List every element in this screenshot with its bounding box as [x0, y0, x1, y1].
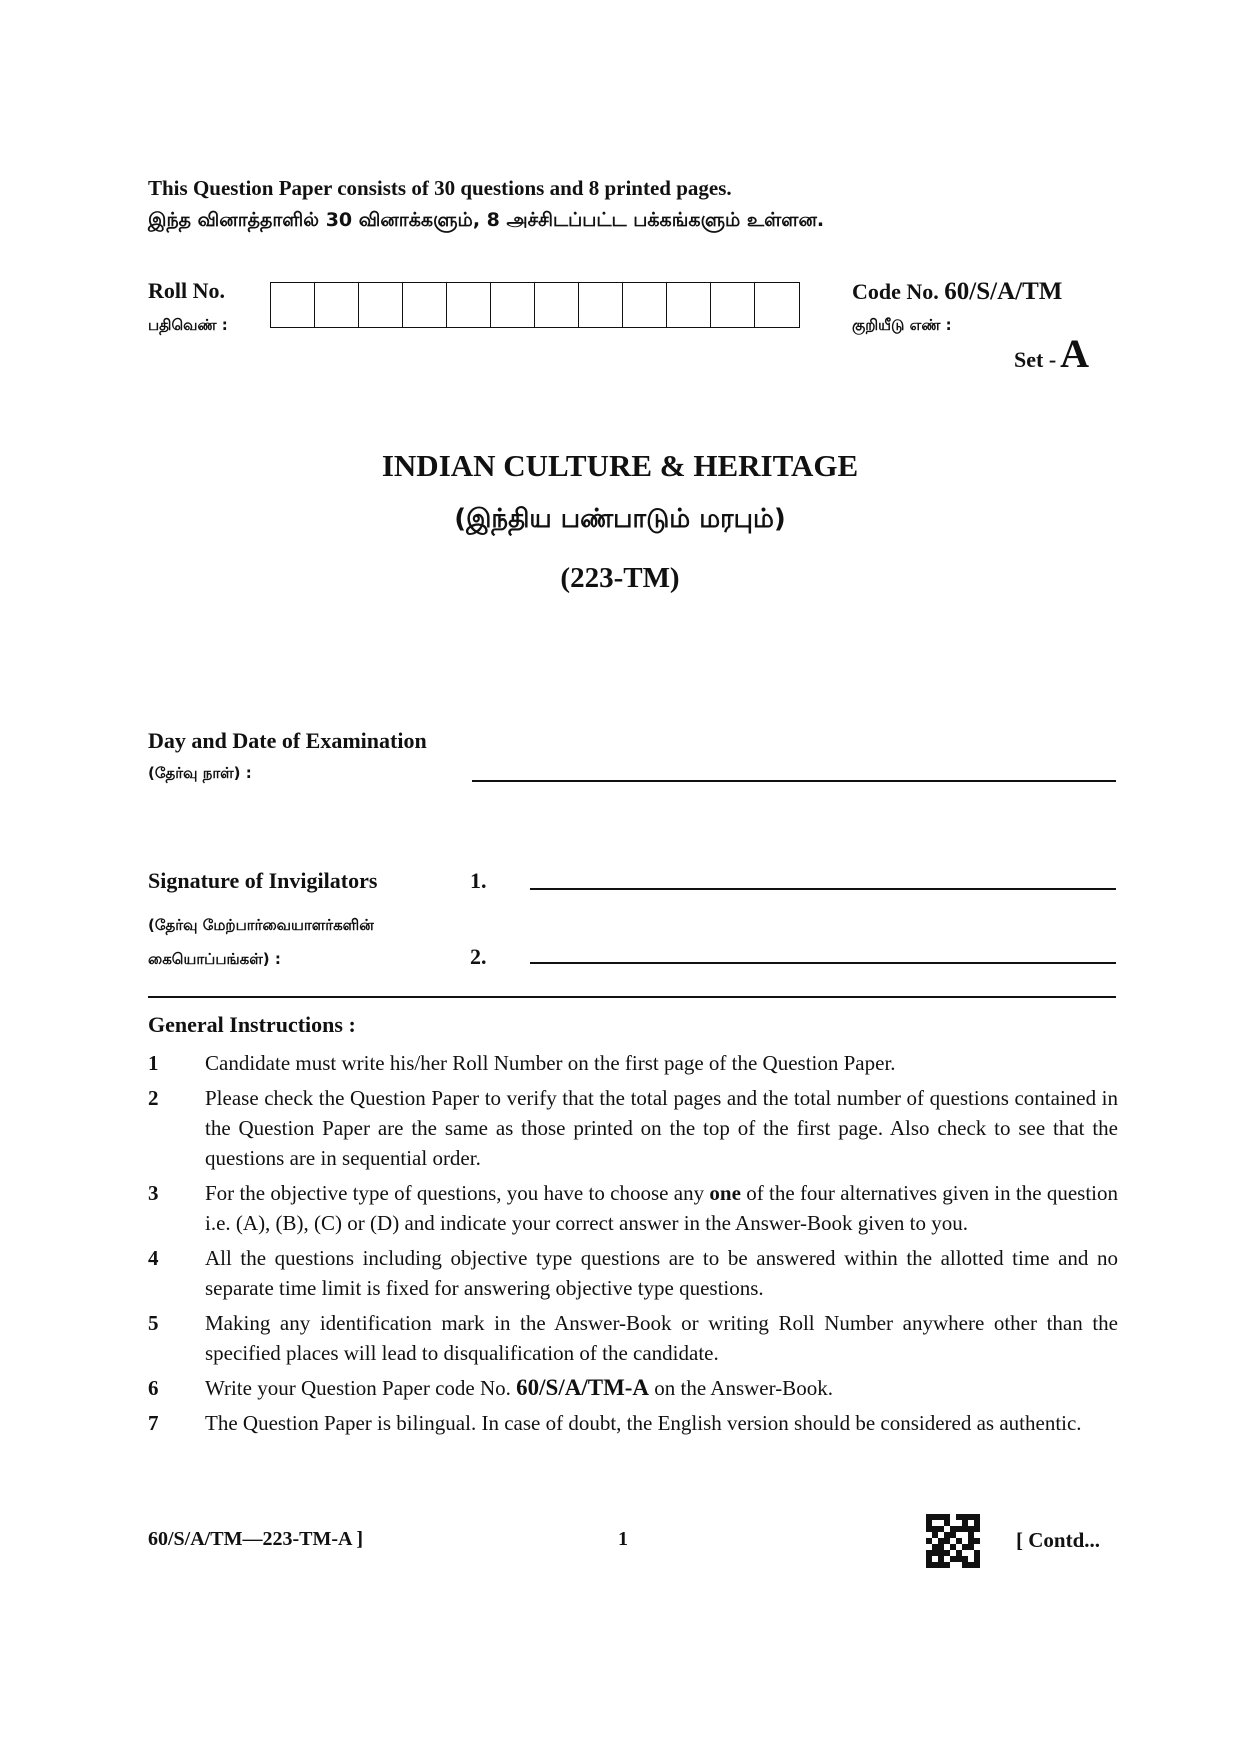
roll-number-box[interactable]	[271, 283, 315, 327]
subject-title-ta: (இந்திய பண்பாடும் மரபும்)	[454, 504, 786, 534]
subject-title-en: INDIAN CULTURE & HERITAGE	[381, 448, 859, 483]
code-number	[852, 278, 1062, 306]
instruction-text	[205, 1178, 1118, 1238]
instruction-text-part: For the objective type of questions, you have to choose any	[205, 1181, 710, 1205]
roll-number-box[interactable]	[315, 283, 359, 327]
instruction-number: 4	[148, 1246, 159, 1270]
invigilators-label-ta-1: (தேர்வு மேற்பார்வையாளர்களின்	[148, 916, 374, 934]
instruction-number: 6	[148, 1376, 159, 1400]
instruction-text: Making any identification mark in the Answer-Book or writing Roll Number anywhere other than the specified places will lead to disqualification of the candidate.	[205, 1311, 1118, 1365]
instruction-text-part: on the Answer-Book.	[649, 1376, 833, 1400]
exam-date-line[interactable]	[472, 780, 1116, 782]
instruction-text-part: Write your Question Paper code No.	[205, 1376, 517, 1400]
invigilators-label-en: Signature of Invigilators	[148, 868, 378, 893]
instructions-heading: General Instructions :	[148, 1012, 356, 1037]
exam-date-label-en: Day and Date of Examination	[148, 728, 427, 753]
page-count-line-en: This Question Paper consists of 30 questions and 8 printed pages.	[148, 176, 732, 200]
footer-code: 60/S/A/TM—223-TM-A ]	[148, 1528, 363, 1550]
instruction-item	[148, 1308, 1118, 1368]
continued-label: [ Contd...	[1016, 1528, 1101, 1552]
invigilator-1-number: 1.	[470, 868, 487, 893]
set-label: Set -	[1014, 347, 1057, 372]
instruction-number: 3	[148, 1181, 159, 1205]
invigilator-1-signature-line[interactable]	[530, 888, 1116, 890]
page-number: 1	[618, 1528, 628, 1550]
section-divider	[148, 996, 1116, 998]
code-label: Code No.	[852, 279, 939, 304]
roll-number-box[interactable]	[359, 283, 403, 327]
instruction-number: 2	[148, 1086, 159, 1110]
instruction-item	[148, 1373, 1118, 1403]
instruction-number: 1	[148, 1051, 159, 1075]
exam-date-label-ta: (தேர்வு நாள்) :	[148, 764, 252, 782]
qr-code-icon	[926, 1514, 980, 1568]
instruction-text: The Question Paper is bilingual. In case of doubt, the English version should be considered as authentic.	[205, 1411, 1082, 1435]
instruction-item	[148, 1408, 1118, 1438]
instruction-text: Please check the Question Paper to verify that the total pages and the total number of questions contained in the Question Paper are the same as those printed on the top of the first page. Also check to see that the questions are in sequential order.	[205, 1086, 1118, 1170]
instruction-text: Candidate must write his/her Roll Number on the first page of the Question Paper.	[205, 1051, 896, 1075]
roll-number-box[interactable]	[667, 283, 711, 327]
subject-code: (223-TM)	[560, 562, 680, 594]
roll-label-en: Roll No.	[148, 278, 225, 303]
instruction-item	[148, 1243, 1118, 1303]
roll-number-box[interactable]	[755, 283, 799, 327]
invigilators-label-ta-2: கையொப்பங்கள்) :	[148, 950, 281, 968]
instruction-text	[205, 1373, 1118, 1403]
invigilator-2-signature-line[interactable]	[530, 962, 1116, 964]
roll-number-box[interactable]	[623, 283, 667, 327]
instruction-text-part: of the four alternatives given in the question i.e. (A), (B), (C) or (D) and indicate your correct answer in the Answer-Book given to you.	[205, 1181, 1119, 1235]
instruction-emphasis: 60/S/A/TM-A	[516, 1375, 650, 1400]
invigilator-2-number: 2.	[470, 944, 487, 969]
code-value: 60/S/A/TM	[944, 278, 1063, 305]
instruction-item	[148, 1083, 1118, 1173]
roll-number-box[interactable]	[579, 283, 623, 327]
set-value: A	[1060, 331, 1090, 376]
roll-number-box[interactable]	[447, 283, 491, 327]
instruction-emphasis: one	[709, 1181, 741, 1205]
instruction-number: 5	[148, 1311, 159, 1335]
roll-number-box[interactable]	[491, 283, 535, 327]
instruction-number: 7	[148, 1411, 159, 1435]
instruction-item	[148, 1178, 1118, 1238]
roll-number-box[interactable]	[711, 283, 755, 327]
roll-number-box[interactable]	[535, 283, 579, 327]
roll-number-boxes[interactable]	[270, 282, 800, 328]
instruction-item	[148, 1048, 1118, 1078]
qr-module	[974, 1562, 980, 1568]
set-indicator	[1014, 330, 1089, 377]
roll-label-ta: பதிவெண் :	[148, 316, 228, 334]
code-label-ta: குறியீடு எண் :	[852, 316, 952, 334]
page-count-line-ta: இந்த வினாத்தாளில் 30 வினாக்களும், 8 அச்சிடப்பட்ட பக்கங்களும் உள்ளன.	[148, 209, 825, 231]
instructions-list	[148, 1048, 1118, 1443]
instruction-text: All the questions including objective type questions are to be answered within the allotted time and no separate time limit is fixed for answering objective type questions.	[205, 1246, 1118, 1300]
roll-number-box[interactable]	[403, 283, 447, 327]
